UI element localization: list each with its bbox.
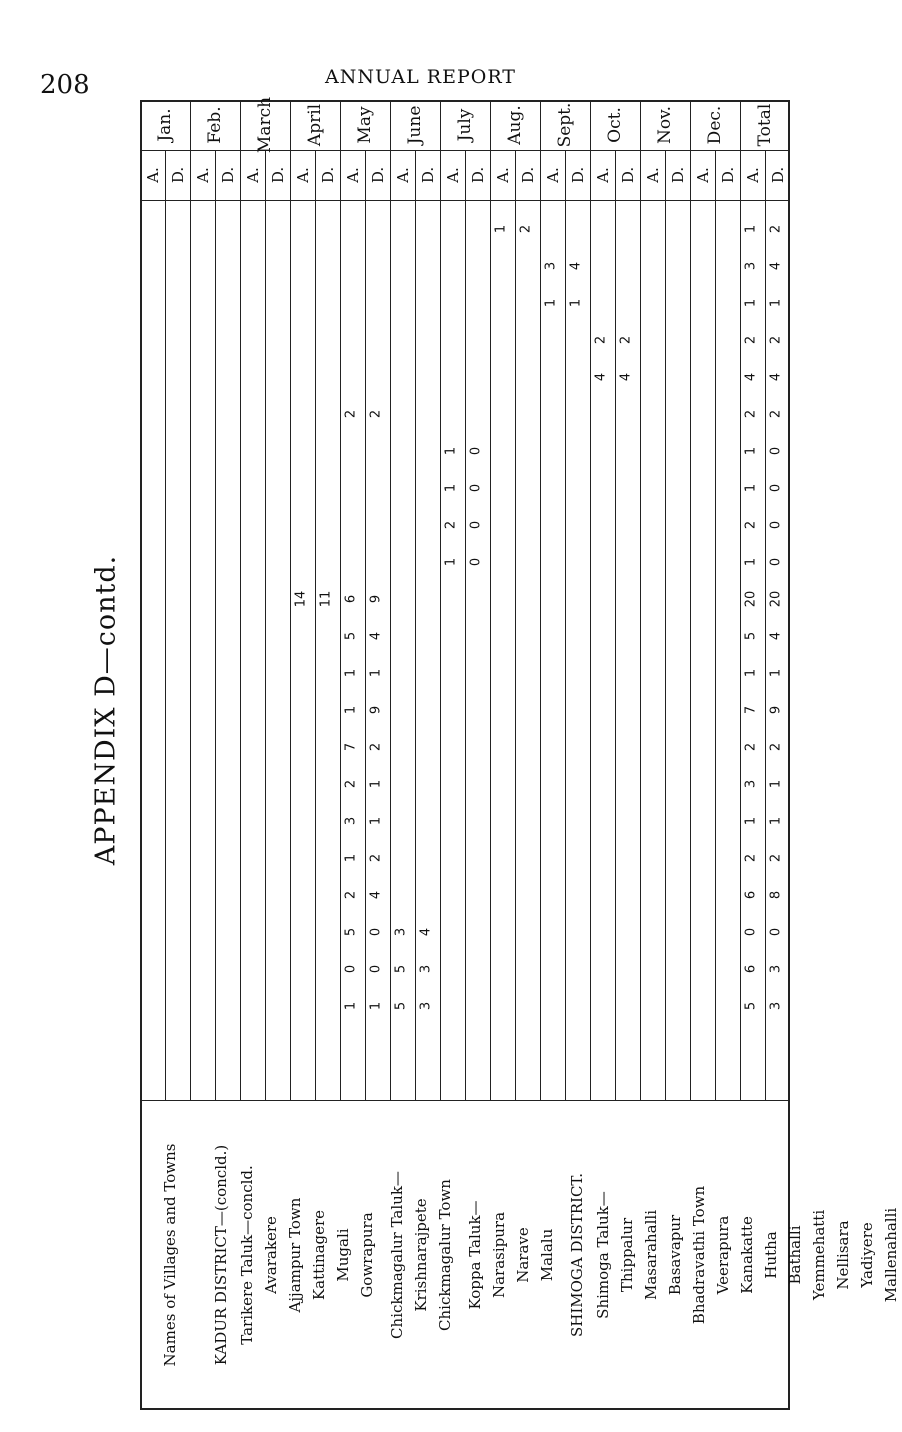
place-name: Basavapur [666, 1214, 684, 1296]
subgroup-title: Tarikere Taluk—concld. [238, 1165, 256, 1345]
sub-header-d: D. [418, 166, 437, 184]
cell-value: 20 [768, 590, 784, 608]
sub-header-d: D. [668, 166, 687, 184]
cell-value: 4 [768, 631, 784, 641]
place-name: Mugali [334, 1228, 352, 1282]
cell-value: 0 [768, 446, 784, 456]
cell-value: 2 [768, 335, 784, 345]
sub-header-d: D. [318, 166, 337, 184]
cell-value: 0 [768, 483, 784, 493]
group-heading: SHIMOGA DISTRICT. [568, 1172, 586, 1338]
cell-value: 1 [343, 668, 359, 678]
month-header: Total [755, 103, 775, 147]
cell-value: 2 [443, 520, 459, 530]
ad-col-divider [615, 150, 616, 1100]
cell-value: 2 [593, 335, 609, 345]
place-name: Bhadravathi Town [690, 1185, 708, 1325]
cell-value: 9 [368, 594, 384, 604]
ad-col-divider [215, 150, 216, 1100]
cell-value: 5 [343, 927, 359, 937]
sub-header-d: D. [518, 166, 537, 184]
cell-value: 0 [768, 927, 784, 937]
cell-value: 2 [743, 409, 759, 419]
cell-value: 7 [743, 705, 759, 715]
cell-value: 2 [768, 853, 784, 863]
cell-value: 0 [768, 557, 784, 567]
month-col-divider [390, 100, 391, 1100]
cell-value: 1 [743, 298, 759, 308]
subgroup-title: Shimoga Taluk— [594, 1191, 612, 1319]
sub-header-d: D. [268, 166, 287, 184]
sub-header-a: A. [593, 167, 612, 183]
cell-value: 1 [343, 705, 359, 715]
cell-value: 0 [368, 964, 384, 974]
appendix-title: APPENDIX D—contd. [90, 554, 122, 866]
cell-value: 1 [768, 779, 784, 789]
page-header: ANNUAL REPORT [325, 66, 516, 88]
sub-header-d: D. [468, 166, 487, 184]
cell-value: 1 [743, 816, 759, 826]
cell-value: 2 [343, 890, 359, 900]
cell-value: 4 [568, 261, 584, 271]
sub-header-d: D. [168, 166, 187, 184]
month-header: March [255, 96, 275, 154]
cell-value: 8 [768, 890, 784, 900]
sub-header-d: D. [618, 166, 637, 184]
place-name: Kanakatte [738, 1216, 756, 1294]
month-header: Sept. [555, 102, 575, 148]
cell-value: 4 [768, 372, 784, 382]
cell-value: 4 [368, 890, 384, 900]
cell-value: 1 [568, 298, 584, 308]
sub-header-a: A. [393, 167, 412, 183]
cell-value: 4 [743, 372, 759, 382]
cell-value: 2 [368, 853, 384, 863]
place-name: Malalu [538, 1228, 556, 1282]
month-col-divider [190, 100, 191, 1100]
ad-col-divider [515, 150, 516, 1100]
cell-value: 9 [368, 705, 384, 715]
cell-value: 1 [443, 483, 459, 493]
ad-col-divider [365, 150, 366, 1100]
cell-value: 2 [618, 335, 634, 345]
cell-value: 3 [768, 1001, 784, 1011]
ad-col-divider [715, 150, 716, 1100]
cell-value: 6 [743, 964, 759, 974]
cell-value: 1 [743, 224, 759, 234]
cell-value: 1 [743, 483, 759, 493]
sub-header-a: A. [693, 167, 712, 183]
ad-col-divider [265, 150, 266, 1100]
cell-value: 0 [768, 520, 784, 530]
cell-value: 1 [368, 779, 384, 789]
cell-value: 1 [443, 557, 459, 567]
place-name: Ajjampur Town [286, 1197, 304, 1313]
cell-value: 1 [343, 853, 359, 863]
cell-value: 5 [743, 1001, 759, 1011]
cell-value: 1 [368, 668, 384, 678]
place-name: Krishnarajpete [412, 1198, 430, 1312]
cell-value: 0 [343, 964, 359, 974]
month-col-divider [590, 100, 591, 1100]
cell-value: 2 [343, 779, 359, 789]
cell-value: 4 [368, 631, 384, 641]
cell-value: 0 [468, 446, 484, 456]
place-name: Gowrapura [358, 1212, 376, 1298]
sub-header-d: D. [768, 166, 787, 184]
month-col-divider [540, 100, 541, 1100]
place-name: Avarakere [262, 1216, 280, 1294]
cell-value: 4 [593, 372, 609, 382]
month-header: Aug. [505, 105, 525, 145]
subgroup-title: Chickmagalur Taluk— [388, 1171, 406, 1339]
cell-value: 5 [343, 631, 359, 641]
cell-value: 1 [343, 1001, 359, 1011]
place-name: Mallenahalli [882, 1207, 900, 1303]
cell-value: 2 [768, 224, 784, 234]
cell-value: 3 [743, 261, 759, 271]
place-name: Nellisara [834, 1220, 852, 1290]
cell-value: 0 [368, 927, 384, 937]
cell-value: 2 [743, 853, 759, 863]
cell-value: 20 [743, 590, 759, 608]
place-name: Kattinagere [310, 1209, 328, 1301]
place-name: Narasipura [490, 1211, 508, 1299]
place-name: Narave [514, 1227, 532, 1283]
cell-value: 1 [368, 1001, 384, 1011]
cell-value: 3 [543, 261, 559, 271]
cell-value: 3 [418, 964, 434, 974]
cell-value: 4 [418, 927, 434, 937]
ad-col-divider [165, 150, 166, 1100]
month-col-divider [690, 100, 691, 1100]
cell-value: 2 [368, 742, 384, 752]
cell-value: 3 [743, 779, 759, 789]
month-header: Dec. [705, 105, 725, 145]
ad-col-divider [565, 150, 566, 1100]
ad-col-divider [415, 150, 416, 1100]
group-heading: KADUR DISTRICT—(concld.) [212, 1144, 230, 1366]
sub-header-a: A. [193, 167, 212, 183]
cell-value: 2 [743, 335, 759, 345]
cell-value: 2 [768, 742, 784, 752]
month-header: June [405, 105, 425, 145]
month-col-divider [490, 100, 491, 1100]
cell-value: 5 [393, 1001, 409, 1011]
month-header: Feb. [205, 106, 225, 144]
sub-header-a: A. [543, 167, 562, 183]
month-header: April [305, 103, 325, 147]
sub-header-d: D. [718, 166, 737, 184]
subgroup-title: Koppa Taluk— [466, 1200, 484, 1310]
sub-header-d: D. [368, 166, 387, 184]
ad-col-divider [665, 150, 666, 1100]
place-name: Thippalur [618, 1217, 636, 1293]
sub-header-a: A. [343, 167, 362, 183]
place-name: Chickmagalur Town [436, 1179, 454, 1331]
cell-value: 1 [743, 557, 759, 567]
cell-value: 1 [743, 668, 759, 678]
place-name: Yadiyere [858, 1222, 876, 1288]
month-header: May [355, 106, 375, 144]
cell-value: 1 [368, 816, 384, 826]
cell-value: 3 [393, 927, 409, 937]
cell-value: 14 [293, 590, 309, 608]
cell-value: 3 [343, 816, 359, 826]
cell-value: 6 [743, 890, 759, 900]
sub-header-d: D. [568, 166, 587, 184]
place-name: Hutha [762, 1231, 780, 1279]
data-table [140, 96, 900, 1410]
cell-value: 4 [768, 261, 784, 271]
cell-value: 2 [743, 520, 759, 530]
sub-header-a: A. [443, 167, 462, 183]
ad-col-divider [315, 150, 316, 1100]
names-header: Names of Villages and Towns [161, 1143, 179, 1367]
cell-value: 11 [318, 590, 334, 608]
cell-value: 1 [443, 446, 459, 456]
sub-header-a: A. [293, 167, 312, 183]
cell-value: 7 [343, 742, 359, 752]
cell-value: 0 [468, 483, 484, 493]
cell-value: 1 [743, 446, 759, 456]
cell-value: 2 [518, 224, 534, 234]
cell-value: 0 [743, 927, 759, 937]
cell-value: 5 [393, 964, 409, 974]
cell-value: 5 [743, 631, 759, 641]
place-name: Yemmehatti [810, 1209, 828, 1301]
month-header: Jan. [155, 108, 175, 142]
ad-col-divider [765, 150, 766, 1100]
cell-value: 3 [418, 1001, 434, 1011]
cell-value: 1 [543, 298, 559, 308]
cell-value: 1 [768, 668, 784, 678]
month-header: July [455, 108, 475, 142]
month-col-divider [240, 100, 241, 1100]
cell-value: 3 [768, 964, 784, 974]
month-col-divider [440, 100, 441, 1100]
place-name: Bathalli [786, 1225, 804, 1285]
sub-header-a: A. [643, 167, 662, 183]
place-name: Masarahalli [642, 1209, 660, 1301]
sub-header-d: D. [218, 166, 237, 184]
cell-value: 2 [368, 409, 384, 419]
cell-value: 2 [768, 409, 784, 419]
month-header: Nov. [655, 105, 675, 145]
cell-value: 9 [768, 705, 784, 715]
cell-value: 1 [768, 816, 784, 826]
sub-header-a: A. [243, 167, 262, 183]
cell-value: 2 [743, 742, 759, 752]
page-number: 208 [40, 70, 90, 100]
sub-header-a: A. [743, 167, 762, 183]
sub-header-a: A. [143, 167, 162, 183]
cell-value: 0 [468, 557, 484, 567]
month-header: Oct. [605, 107, 625, 143]
cell-value: 4 [618, 372, 634, 382]
sub-header-a: A. [493, 167, 512, 183]
ad-col-divider [465, 150, 466, 1100]
cell-value: 0 [468, 520, 484, 530]
month-col-divider [640, 100, 641, 1100]
cell-value: 6 [343, 594, 359, 604]
cell-value: 1 [493, 224, 509, 234]
cell-value: 1 [768, 298, 784, 308]
place-name: Veerapura [714, 1215, 732, 1295]
cell-value: 2 [343, 409, 359, 419]
